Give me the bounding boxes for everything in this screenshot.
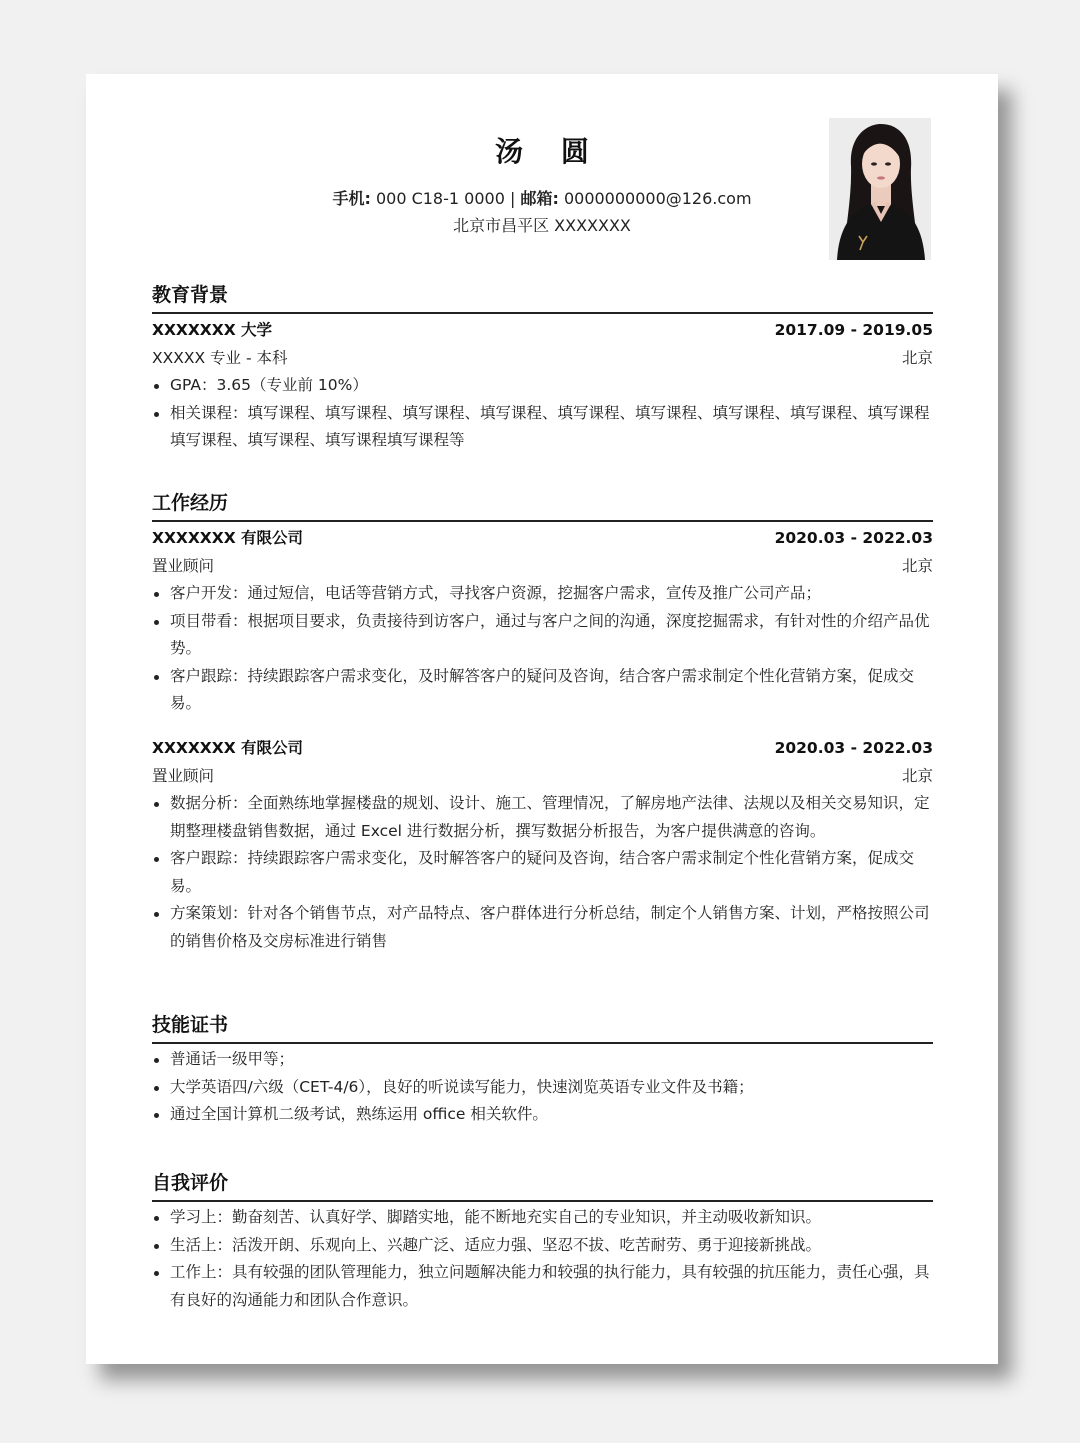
list-item: 相关课程：填写课程、填写课程、填写课程、填写课程、填写课程、填写课程、填写课程、填写课程、填写课程填写课程、填写课程、填写课程填写课程等 — [152, 400, 933, 455]
list-item: 通过全国计算机二级考试，熟练运用 office 相关软件。 — [152, 1101, 933, 1129]
list-item: 生活上：活泼开朗、乐观向上、兴趣广泛、适应力强、坚忍不拔、吃苦耐劳、勇于迎接新挑战。 — [152, 1232, 933, 1260]
work-title: 工作经历 — [152, 488, 933, 522]
job-dates: 2020.03 - 2022.03 — [774, 529, 933, 547]
company-name: XXXXXXX 有限公司 — [152, 529, 304, 547]
list-item: 数据分析：全面熟练地掌握楼盘的规划、设计、施工、管理情况，了解房地产法律、法规以及相关交易知识，定期整理楼盘销售数据，通过 Excel 进行数据分析，撰写数据分析报告，为客户提供满意的咨询。 — [152, 790, 933, 845]
list-item: 项目带看：根据项目要求，负责接待到访客户，通过与客户之间的沟通，深度挖掘需求，有针对性的介绍产品优势。 — [152, 608, 933, 663]
phone-label: 手机: — [332, 189, 371, 208]
home-address: 北京市昌平区 XXXXXXX — [453, 216, 631, 235]
candidate-name: 汤 圆 — [495, 135, 603, 168]
job-bullets — [152, 580, 933, 718]
job-detail-row — [152, 552, 933, 580]
list-item: 客户开发：通过短信，电话等营销方式，寻找客户资源，挖掘客户需求，宣传及推广公司产品； — [152, 580, 933, 608]
list-item: 学习上：勤奋刻苦、认真好学、脚踏实地，能不断地充实自己的专业知识，并主动吸收新知识。 — [152, 1204, 933, 1232]
education-section — [152, 280, 933, 455]
email-label: 邮箱: — [520, 189, 559, 208]
list-item: 工作上：具有较强的团队管理能力，独立问题解决能力和较强的执行能力，具有较强的抗压能力，责任心强，具有良好的沟通能力和团队合作意识。 — [152, 1259, 933, 1314]
job-detail-row — [152, 762, 933, 790]
list-item: 普通话一级甲等； — [152, 1046, 933, 1074]
portrait-illustration — [829, 118, 931, 260]
skills-section — [152, 1010, 933, 1129]
job-dates: 2020.03 - 2022.03 — [774, 738, 933, 757]
phone-number: 000 C18-1 0000 — [375, 189, 505, 208]
job-location: 北京 — [901, 766, 933, 785]
job-header-row — [152, 524, 933, 552]
job-bullets — [152, 790, 933, 956]
list-item: 客户跟踪：持续跟踪客户需求变化，及时解答客户的疑问及咨询，结合客户需求制定个性化营销方案，促成交易。 — [152, 845, 933, 900]
school-name: XXXXXXX 大学 — [152, 321, 273, 339]
email-address: 0000000000@126.com — [563, 189, 752, 208]
list-item: 方案策划：针对各个销售节点，对产品特点、客户群体进行分析总结，制定个人销售方案、计划，严格按照公司的销售价格及交房标准进行销售 — [152, 900, 933, 955]
skills-bullets — [152, 1046, 933, 1129]
skills-title: 技能证书 — [152, 1010, 933, 1044]
education-title: 教育背景 — [152, 280, 933, 314]
company-name: XXXXXXX 有限公司 — [152, 738, 304, 757]
job-location: 北京 — [901, 557, 933, 575]
portrait-photo — [829, 118, 931, 260]
major-degree: XXXXX 专业 - 本科 — [152, 349, 288, 367]
resume-page — [86, 74, 998, 1364]
job-role: 置业顾问 — [152, 766, 215, 785]
list-item: GPA：3.65（专业前 10%） — [152, 372, 933, 400]
self-evaluation-section — [152, 1168, 933, 1314]
education-bullets — [152, 372, 933, 455]
education-detail-row — [152, 344, 933, 372]
self-evaluation-title: 自我评价 — [152, 1168, 933, 1202]
list-item: 客户跟踪：持续跟踪客户需求变化，及时解答客户的疑问及咨询，结合客户需求制定个性化营销方案，促成交易。 — [152, 663, 933, 718]
education-dates: 2017.09 - 2019.05 — [774, 321, 933, 339]
job-role: 置业顾问 — [152, 557, 215, 575]
education-location: 北京 — [901, 349, 933, 367]
contact-separator: | — [509, 189, 516, 208]
work-section — [152, 488, 933, 956]
education-header-row — [152, 316, 933, 344]
list-item: 大学英语四/六级（CET-4/6），良好的听说读写能力，快速浏览英语专业文件及书籍； — [152, 1074, 933, 1102]
job-header-row — [152, 734, 933, 762]
job-spacer — [152, 718, 933, 734]
self-evaluation-bullets — [152, 1204, 933, 1314]
